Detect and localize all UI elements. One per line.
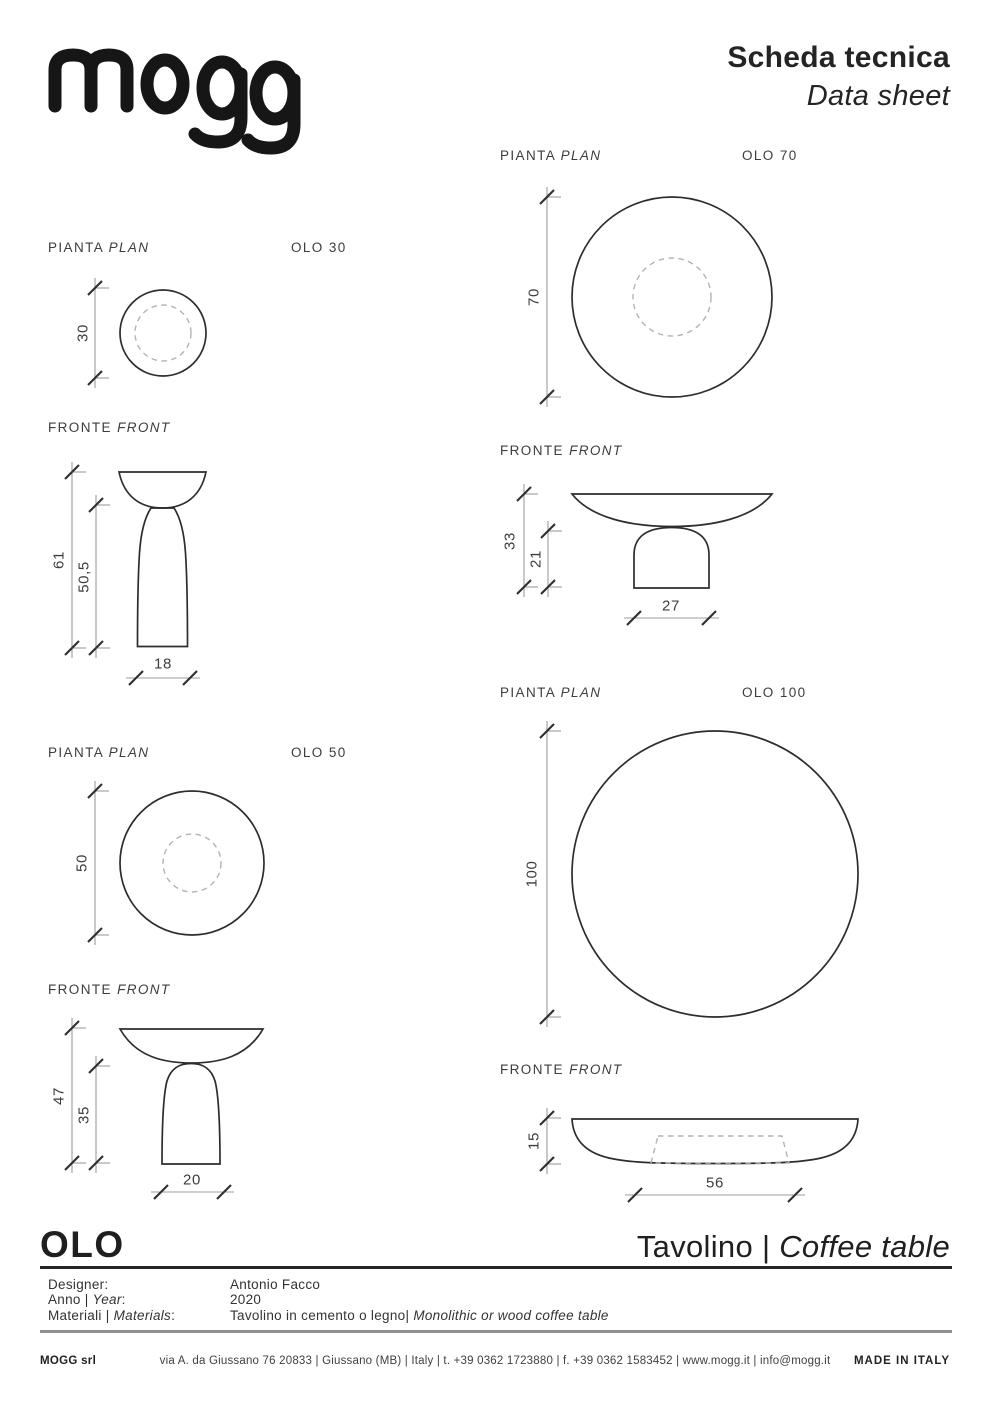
dim-olo30-height: 61 bbox=[50, 551, 68, 569]
olo30-plan-drawing bbox=[88, 278, 206, 388]
olo50-name: OLO 50 bbox=[291, 745, 347, 760]
designer-label: Designer: bbox=[48, 1277, 109, 1292]
dim-olo30-base-width: 18 bbox=[154, 655, 172, 673]
dim-olo50-base-height: 35 bbox=[75, 1106, 93, 1124]
olo70-name: OLO 70 bbox=[742, 148, 798, 163]
dim-olo100-base-width: 56 bbox=[706, 1174, 724, 1192]
olo30-plan-label: PIANTA PLAN bbox=[48, 240, 150, 255]
designer-row bbox=[48, 1277, 609, 1292]
dim-olo70-height: 33 bbox=[501, 532, 519, 550]
olo50-plan-drawing bbox=[88, 781, 264, 945]
year-value: 2020 bbox=[230, 1292, 262, 1308]
olo70-front-label: FRONTE FRONT bbox=[500, 443, 623, 458]
dim-olo100-diameter: 100 bbox=[523, 860, 541, 888]
olo70-front-drawing bbox=[517, 484, 772, 625]
designer-value: Antonio Facco bbox=[230, 1277, 321, 1292]
olo70-plan-drawing bbox=[540, 187, 772, 407]
dim-olo50-diameter: 50 bbox=[73, 854, 91, 872]
dim-olo70-base-width: 27 bbox=[662, 597, 680, 615]
olo50-plan-label: PIANTA PLAN bbox=[48, 745, 150, 760]
dim-olo30-body-height: 50,5 bbox=[75, 561, 93, 593]
dim-olo30-diameter: 30 bbox=[74, 324, 92, 342]
product-name: OLO bbox=[40, 1224, 125, 1265]
olo70-plan-label: PIANTA PLAN bbox=[500, 148, 602, 163]
olo100-front-drawing bbox=[540, 1108, 858, 1202]
footer-address: via A. da Giussano 76 20833 | Giussano (MB) | Italy | t. +39 0362 1723880 | f. +39 0362 1583452 | www.mogg.it | info@mogg.it bbox=[159, 1355, 831, 1367]
footer-made-in: MADE IN ITALY bbox=[853, 1355, 950, 1367]
olo30-name: OLO 30 bbox=[291, 240, 347, 255]
dim-olo50-height: 47 bbox=[50, 1087, 68, 1105]
year-row bbox=[48, 1292, 609, 1307]
dim-olo70-diameter: 70 bbox=[525, 288, 543, 306]
footer-company: MOGG srl bbox=[40, 1355, 97, 1367]
olo100-plan-drawing bbox=[540, 721, 858, 1027]
materials-label: Materiali | Materials: bbox=[48, 1307, 176, 1323]
olo50-front-label: FRONTE FRONT bbox=[48, 982, 171, 997]
materials-row bbox=[48, 1308, 609, 1323]
olo100-name: OLO 100 bbox=[742, 685, 807, 700]
olo100-plan-label: PIANTA PLAN bbox=[500, 685, 602, 700]
product-type: Tavolino | Coffee table bbox=[636, 1229, 950, 1264]
dim-olo70-base-height: 21 bbox=[527, 550, 545, 568]
sheet-title-en: Data sheet bbox=[806, 80, 950, 112]
materials-value: Tavolino in cemento o legno| Monolithic or wood coffee table bbox=[230, 1307, 609, 1323]
dim-olo100-height: 15 bbox=[525, 1132, 543, 1150]
olo100-front-label: FRONTE FRONT bbox=[500, 1062, 623, 1077]
sheet-title-it: Scheda tecnica bbox=[727, 41, 950, 74]
year-label: Anno | Year: bbox=[48, 1292, 126, 1308]
dim-olo50-base-width: 20 bbox=[183, 1171, 201, 1189]
olo50-front-drawing bbox=[65, 1018, 263, 1199]
title-divider bbox=[40, 1266, 952, 1269]
footer-divider bbox=[40, 1330, 952, 1333]
olo30-front-label: FRONTE FRONT bbox=[48, 420, 171, 435]
product-info-table bbox=[48, 1277, 609, 1323]
